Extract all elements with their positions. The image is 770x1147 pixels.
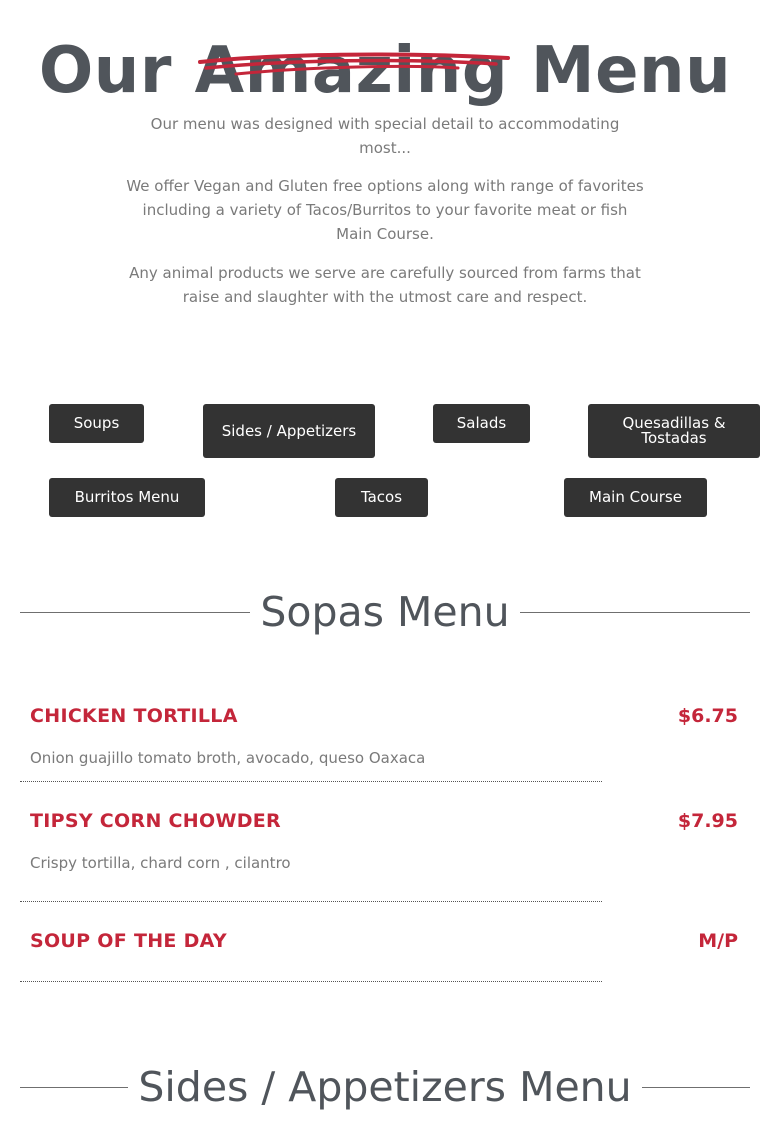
intro-paragraph-3: Any animal products we serve are carefully sourced from farms that raise and slaughter with the utmost care and respect.: [129, 264, 641, 306]
heading-rule-left: [20, 612, 250, 613]
menu-item-price: $7.95: [677, 810, 738, 832]
menu-item-description: Onion guajillo tomato broth, avocado, queso Oaxaca: [30, 749, 426, 767]
menu-item-divider: [20, 901, 602, 902]
category-button-tacos[interactable]: Tacos: [335, 478, 428, 517]
section-title-sides-appetizers: Sides / Appetizers Menu: [138, 1063, 632, 1111]
menu-item-divider: [20, 781, 602, 782]
menu-item-name: SOUP OF THE DAY: [30, 930, 227, 952]
heading-rule-right: [642, 1087, 750, 1088]
section-heading-sides-appetizers: [20, 1063, 750, 1111]
title-word-amazing: Amazing: [194, 33, 509, 108]
menu-item-price: $6.75: [677, 705, 738, 727]
intro-paragraph-2: We offer Vegan and Gluten free options along with range of favorites including a variety of Tacos/Burritos to your favorite meat or fish Main Course.: [126, 177, 644, 243]
title-word-menu: Menu: [530, 33, 732, 108]
heading-rule-left: [20, 1087, 128, 1088]
menu-item-name: CHICKEN TORTILLA: [30, 705, 238, 727]
category-button-sides-appetizers[interactable]: Sides / Appetizers: [203, 404, 375, 458]
category-button-soups[interactable]: Soups: [49, 404, 144, 443]
category-button-burritos-menu[interactable]: Burritos Menu: [49, 478, 205, 517]
underline-swash-decoration: [196, 44, 512, 84]
menu-item-name: TIPSY CORN CHOWDER: [30, 810, 281, 832]
intro-paragraph-1: Our menu was designed with special detail to accommodating most...: [150, 115, 620, 157]
category-button-quesadillas-tostadas[interactable]: Quesadillas & Tostadas: [588, 404, 760, 458]
menu-item-description: Crispy tortilla, chard corn , cilantro: [30, 854, 291, 872]
menu-item-divider: [20, 981, 602, 982]
category-button-salads[interactable]: Salads: [433, 404, 530, 443]
title-word-our: Our: [38, 33, 172, 108]
heading-rule-right: [520, 612, 750, 613]
menu-item-price: M/P: [698, 930, 738, 952]
section-title-sopas: Sopas Menu: [260, 588, 510, 636]
section-heading-sopas: [20, 588, 750, 636]
category-button-main-course[interactable]: Main Course: [564, 478, 707, 517]
